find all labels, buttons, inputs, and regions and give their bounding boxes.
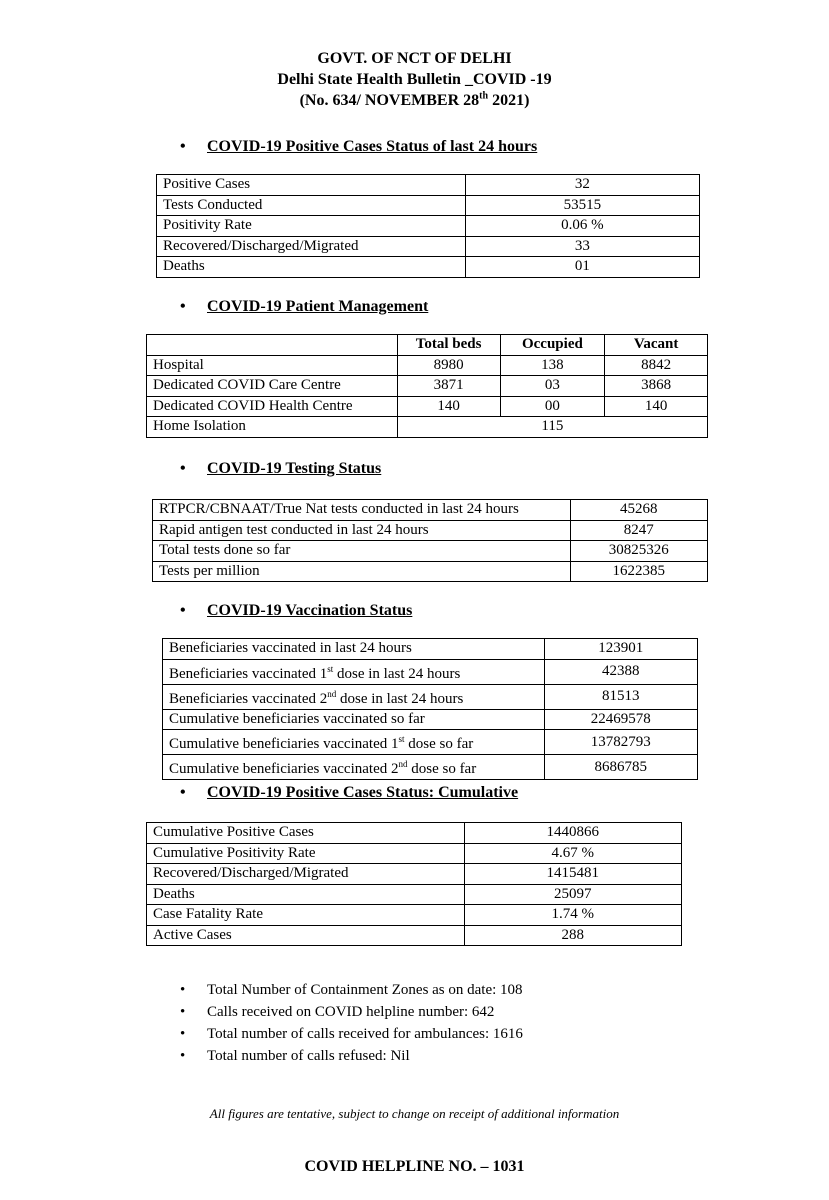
row-value: 1415481 (464, 864, 681, 885)
section-heading-patient-management (180, 298, 428, 316)
vaccination-row (163, 659, 698, 684)
cumulative-row (147, 864, 682, 885)
header-line-3-end: 2021) (488, 92, 530, 109)
bullet-icon: • (180, 982, 186, 998)
row-label: Cumulative Positivity Rate (147, 843, 465, 864)
cell-vacant: 140 (605, 396, 708, 417)
label-ordinal: nd (398, 759, 408, 769)
cell-total: 3871 (397, 376, 500, 397)
row-label: Tests per million (153, 561, 571, 582)
home-isolation-row (147, 417, 708, 438)
row-label (163, 755, 545, 780)
row-label (163, 659, 545, 684)
patient-management-table (146, 334, 708, 438)
row-label: Case Fatality Rate (147, 905, 465, 926)
row-label: Rapid antigen test conducted in last 24 hours (153, 520, 571, 541)
row-label: RTPCR/CBNAAT/True Nat tests conducted in last 24 hours (153, 500, 571, 521)
row-value: 33 (465, 236, 699, 257)
row-label: Positivity Rate (157, 216, 466, 237)
section-title: COVID-19 Patient Management (207, 298, 429, 315)
section-title: COVID-19 Vaccination Status (207, 602, 413, 619)
positive-24h-table (156, 174, 700, 278)
cell-total: 8980 (397, 355, 500, 376)
section-heading-positive-24h (180, 138, 537, 156)
header-line-3 (0, 90, 829, 111)
row-label: Active Cases (147, 925, 465, 946)
bullet-icon: • (180, 784, 186, 801)
positive-24h-row (157, 236, 700, 257)
row-value: 25097 (464, 884, 681, 905)
header-line-3-sup: th (479, 90, 489, 102)
row-value: 1622385 (570, 561, 707, 582)
summary-bullet-item (180, 979, 523, 1001)
row-label: Tests Conducted (157, 195, 466, 216)
row-value: 81513 (544, 684, 697, 709)
row-value: 13782793 (544, 730, 697, 755)
section-title: COVID-19 Testing Status (207, 460, 382, 477)
row-label: Dedicated COVID Care Centre (147, 376, 398, 397)
bullet-icon: • (180, 1004, 186, 1020)
disclaimer-note: All figures are tentative, subject to change on receipt of additional information (209, 1106, 620, 1121)
row-value: 288 (464, 925, 681, 946)
vaccination-row (163, 684, 698, 709)
cell-total: 140 (397, 396, 500, 417)
vaccination-row (163, 639, 698, 660)
cell-vacant: 3868 (605, 376, 708, 397)
patient-row (147, 376, 708, 397)
label-text-end: dose so far (407, 761, 477, 777)
testing-row (153, 541, 708, 562)
row-label: Dedicated COVID Health Centre (147, 396, 398, 417)
testing-row (153, 520, 708, 541)
section-heading-vaccination (180, 602, 412, 620)
row-value: 45268 (570, 500, 707, 521)
vaccination-row (163, 730, 698, 755)
row-value: 32 (465, 175, 699, 196)
positive-24h-row (157, 195, 700, 216)
row-value: 1440866 (464, 823, 681, 844)
row-label: Hospital (147, 355, 398, 376)
section-title: COVID-19 Positive Cases Status: Cumulative (207, 784, 519, 801)
row-label: Recovered/Discharged/Migrated (157, 236, 466, 257)
bullet-text: Total Number of Containment Zones as on date: 108 (207, 982, 523, 998)
row-value: 8247 (570, 520, 707, 541)
section-title: COVID-19 Positive Cases Status of last 24 hours (207, 138, 538, 155)
header-line-1: GOVT. OF NCT OF DELHI (317, 50, 512, 67)
summary-bullet-item (180, 1045, 523, 1067)
cell-occupied: 03 (500, 376, 605, 397)
section-heading-cumulative (180, 784, 518, 802)
header-line-2: Delhi State Health Bulletin _COVID -19 (277, 71, 552, 88)
bullet-text: Total number of calls received for ambulances: 1616 (207, 1026, 523, 1042)
label-text: Beneficiaries vaccinated 2 (169, 690, 328, 707)
label-text-end: dose in last 24 hours (336, 690, 464, 707)
patient-row (147, 396, 708, 417)
row-label (163, 639, 545, 660)
label-text: Cumulative beneficiaries vaccinated so far (169, 710, 425, 727)
cumulative-row (147, 925, 682, 946)
vaccination-row (163, 709, 698, 730)
testing-row (153, 500, 708, 521)
patient-row (147, 355, 708, 376)
row-label: Deaths (157, 257, 466, 278)
label-text: Cumulative beneficiaries vaccinated 2 (169, 761, 399, 777)
row-value: 42388 (544, 659, 697, 684)
row-label: Home Isolation (147, 417, 398, 438)
cell-vacant: 8842 (605, 355, 708, 376)
row-label: Deaths (147, 884, 465, 905)
row-label (163, 684, 545, 709)
bullet-icon: • (180, 298, 186, 315)
label-ordinal: st (398, 734, 405, 744)
bullet-icon: • (180, 460, 186, 477)
column-header: Occupied (500, 335, 605, 356)
section-heading-testing (180, 460, 381, 478)
row-value: 30825326 (570, 541, 707, 562)
vaccination-table (162, 638, 698, 780)
summary-bullet-list (180, 979, 523, 1067)
patient-header-row (147, 335, 708, 356)
cell-occupied: 138 (500, 355, 605, 376)
bullet-icon: • (180, 602, 186, 619)
row-value: 53515 (465, 195, 699, 216)
header-line-3-text: (No. 634/ NOVEMBER 28 (299, 92, 480, 109)
cumulative-row (147, 843, 682, 864)
bullet-text: Calls received on COVID helpline number: 642 (207, 1004, 495, 1020)
row-value: 8686785 (544, 755, 697, 780)
positive-24h-row (157, 257, 700, 278)
cumulative-row (147, 905, 682, 926)
column-header: Total beds (397, 335, 500, 356)
cumulative-row (147, 823, 682, 844)
header-blank-cell (147, 335, 398, 356)
row-label: Total tests done so far (153, 541, 571, 562)
label-text: Beneficiaries vaccinated 1 (169, 665, 328, 682)
bulletin-header (0, 48, 829, 111)
row-value: 22469578 (544, 709, 697, 730)
column-header: Vacant (605, 335, 708, 356)
row-label (163, 709, 545, 730)
row-value: 1.74 % (464, 905, 681, 926)
label-text-end: dose in last 24 hours (333, 665, 461, 682)
label-text-end: dose so far (404, 736, 474, 752)
row-label: Recovered/Discharged/Migrated (147, 864, 465, 885)
bullet-icon: • (180, 1026, 186, 1042)
testing-table (152, 499, 708, 582)
row-value: 0.06 % (465, 216, 699, 237)
helpline-footer: COVID HELPLINE NO. – 1031 (304, 1158, 525, 1175)
summary-bullet-item (180, 1001, 523, 1023)
row-value: 123901 (544, 639, 697, 660)
label-ordinal: nd (327, 688, 337, 699)
positive-24h-row (157, 216, 700, 237)
row-label: Positive Cases (157, 175, 466, 196)
cumulative-table (146, 822, 682, 946)
label-text: Cumulative beneficiaries vaccinated 1 (169, 736, 399, 752)
label-text: Beneficiaries vaccinated in last 24 hours (169, 640, 412, 657)
bullet-icon: • (180, 138, 186, 155)
row-label: Cumulative Positive Cases (147, 823, 465, 844)
bullet-icon: • (180, 1048, 186, 1064)
vaccination-row (163, 755, 698, 780)
summary-bullet-item (180, 1023, 523, 1045)
cumulative-row (147, 884, 682, 905)
label-ordinal: st (327, 663, 334, 674)
row-value: 01 (465, 257, 699, 278)
row-label (163, 730, 545, 755)
cell-occupied: 00 (500, 396, 605, 417)
bullet-text: Total number of calls refused: Nil (207, 1048, 410, 1064)
home-isolation-value: 115 (397, 417, 707, 438)
positive-24h-row (157, 175, 700, 196)
testing-row (153, 561, 708, 582)
row-value: 4.67 % (464, 843, 681, 864)
